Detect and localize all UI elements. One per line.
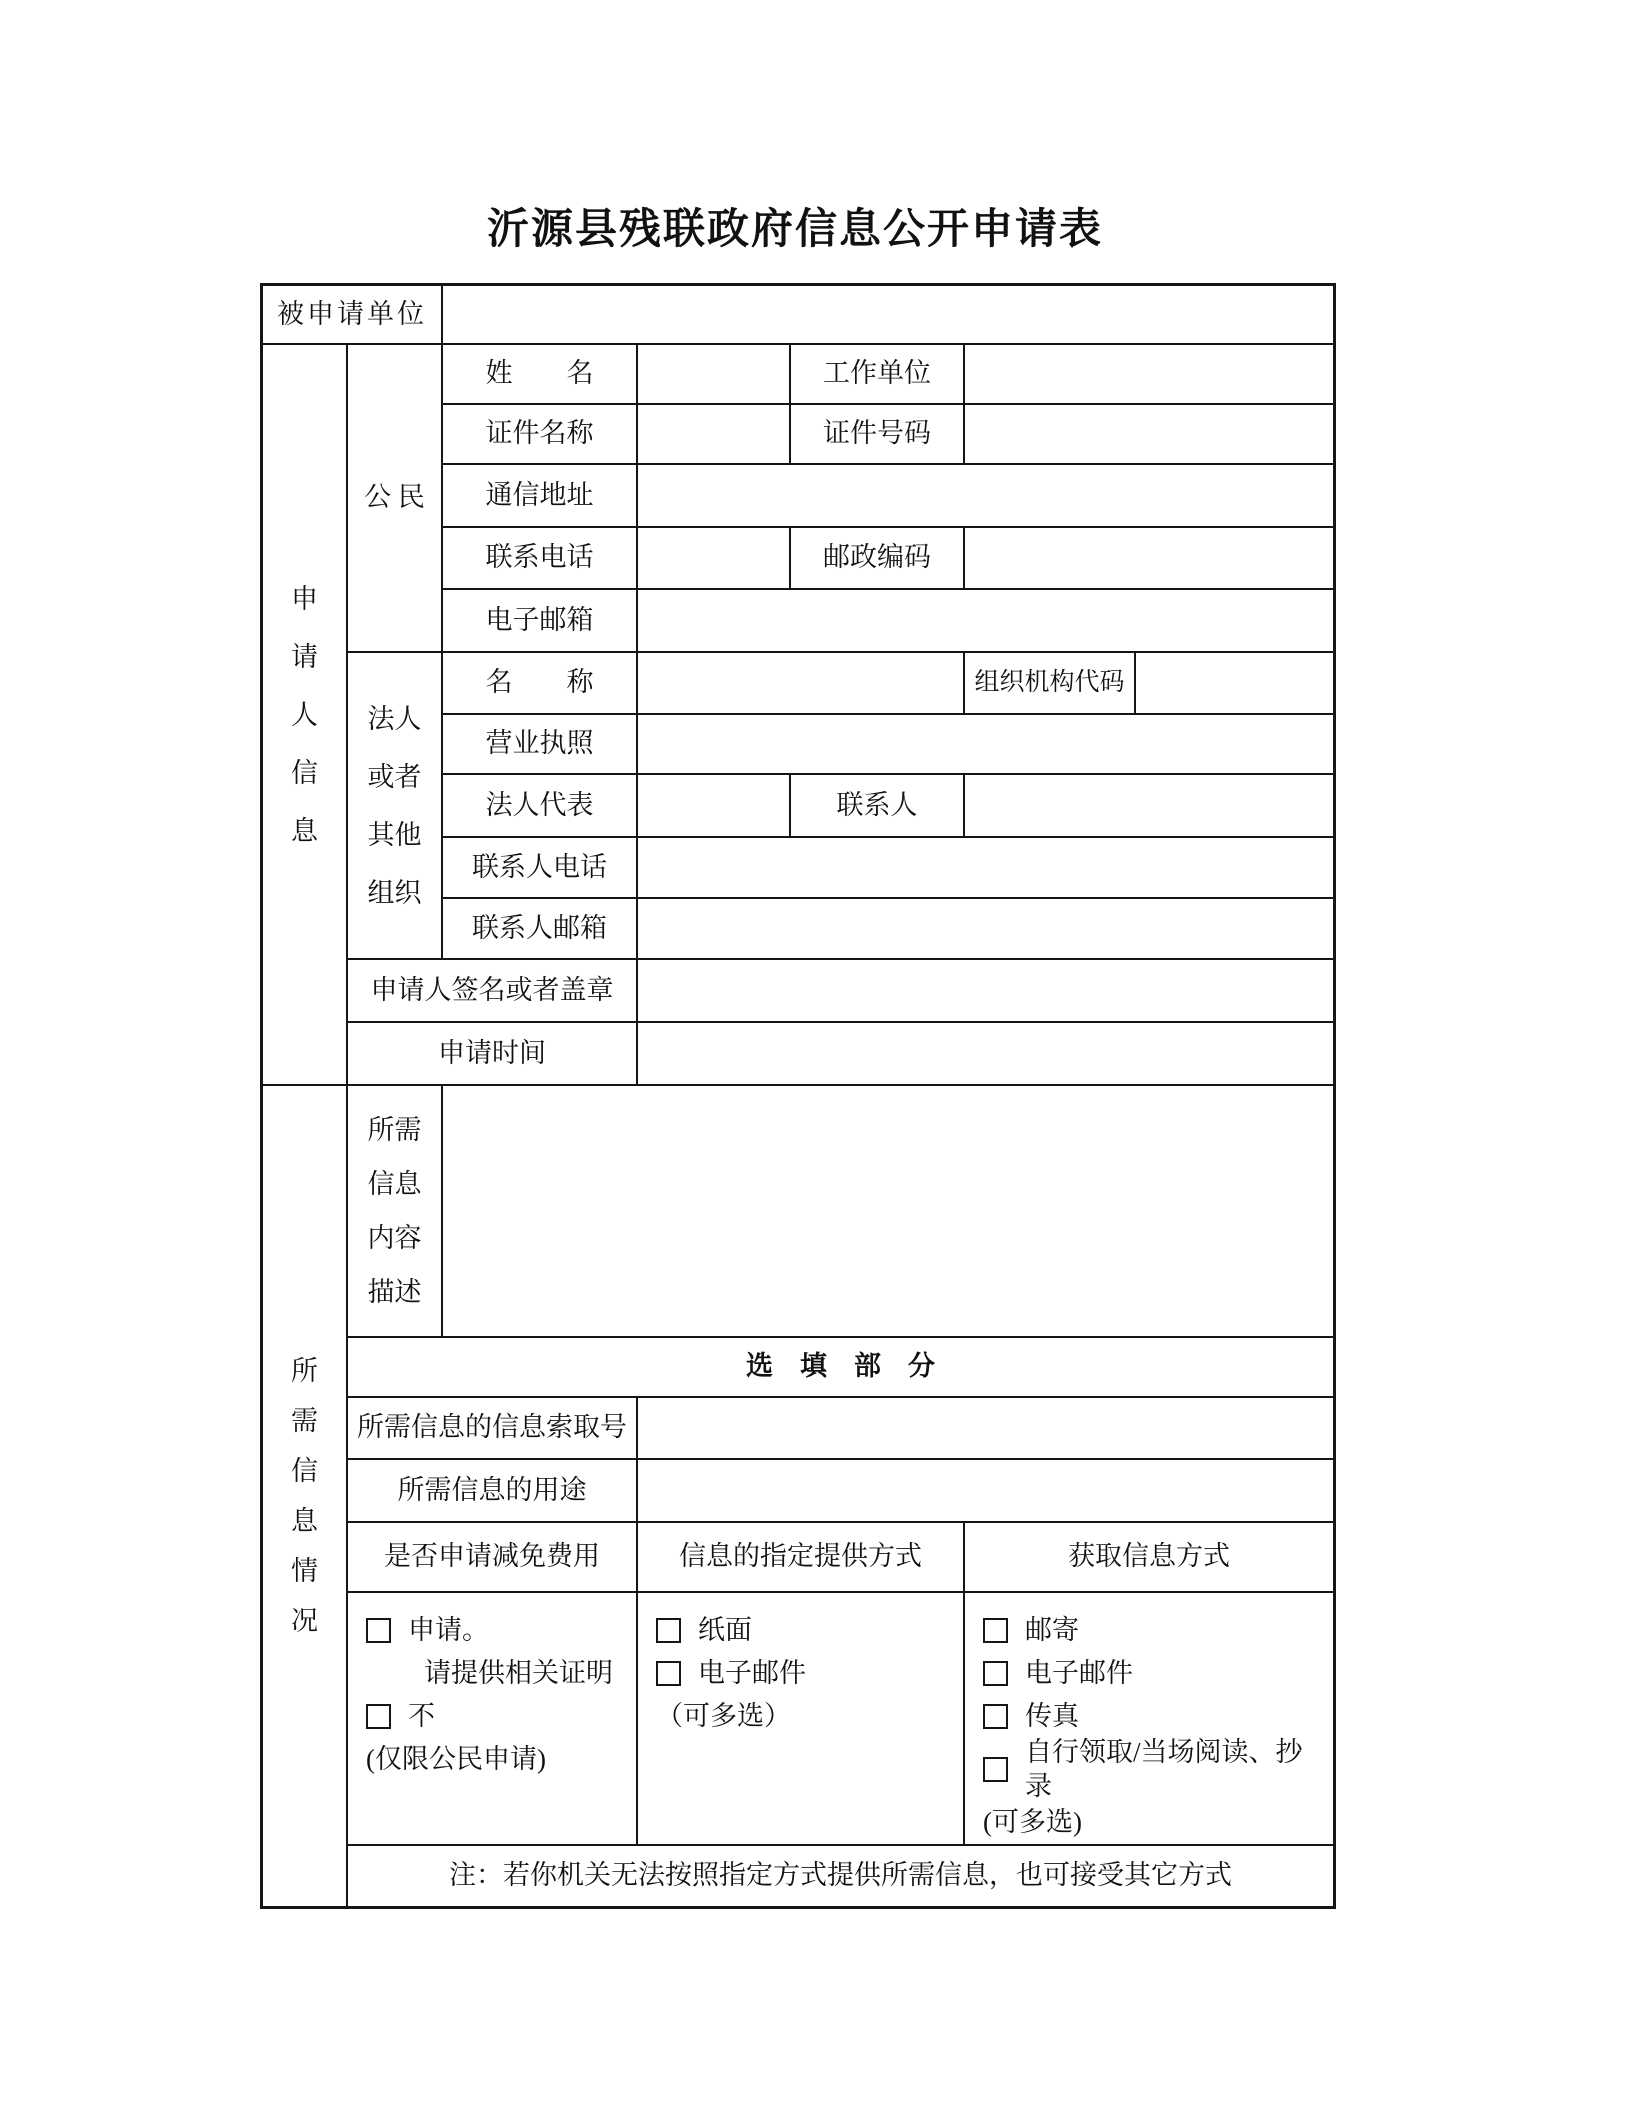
org-code-label: 组织机构代码 (965, 653, 1136, 715)
phone-label: 联系电话 (443, 528, 638, 590)
contact-label: 联系人 (791, 775, 965, 838)
work-unit-value-field[interactable] (965, 345, 1333, 405)
index-number-value-field[interactable] (638, 1398, 1333, 1460)
note-row: 注：若你机关无法按照指定方式提供所需信息，也可接受其它方式 (449, 1860, 1232, 1891)
contact-value-field[interactable] (965, 775, 1333, 838)
obtain-header: 获取信息方式 (965, 1523, 1333, 1593)
org-name-label: 名 称 (443, 653, 638, 715)
contact-phone-value-field[interactable] (638, 838, 1333, 899)
obtain-pickup-checkbox[interactable] (983, 1757, 1008, 1782)
obtain-option-fax (983, 1695, 1079, 1738)
description-label: 所需信息内容描述 (348, 1086, 443, 1338)
obtain-email-label: 电子邮件 (1025, 1657, 1133, 1688)
postcode-value-field[interactable] (965, 528, 1333, 590)
index-number-label: 所需信息的信息索取号 (348, 1398, 638, 1460)
fee-apply-checkbox[interactable] (366, 1618, 391, 1643)
address-value-field[interactable] (638, 465, 1333, 528)
fee-option-apply (366, 1609, 489, 1652)
obtain-option-pickup (983, 1738, 1325, 1801)
obtain-mail-label: 邮寄 (1025, 1614, 1079, 1645)
provide-paper-checkbox[interactable] (656, 1618, 681, 1643)
provide-options-cell (638, 1593, 965, 1846)
provide-option-paper (656, 1609, 752, 1652)
page-title: 沂源县残联政府信息公开申请表 (486, 207, 1103, 253)
obtain-pickup-label: 自行领取/当场阅读、抄录 (1025, 1736, 1303, 1801)
id-number-label: 证件号码 (791, 405, 965, 465)
id-name-label: 证件名称 (443, 405, 638, 465)
obtain-email-checkbox[interactable] (983, 1661, 1008, 1686)
id-number-value-field[interactable] (965, 405, 1333, 465)
contact-phone-label: 联系人电话 (443, 838, 638, 899)
apply-time-value-field[interactable] (638, 1023, 1333, 1086)
org-name-value-field[interactable] (638, 653, 965, 715)
fee-header: 是否申请减免费用 (348, 1523, 638, 1593)
work-unit-label: 工作单位 (791, 345, 965, 405)
obtain-options-cell (965, 1593, 1333, 1846)
provide-email-label: 电子邮件 (698, 1657, 806, 1688)
fee-option-proof-note (366, 1652, 613, 1695)
requested-unit-label: 被申请单位 (263, 286, 443, 345)
postcode-label: 邮政编码 (791, 528, 965, 590)
fee-citizen-only-label: (仅限公民申请) (366, 1743, 546, 1774)
contact-email-label: 联系人邮箱 (443, 899, 638, 960)
obtain-option-email (983, 1652, 1133, 1695)
provide-email-checkbox[interactable] (656, 1661, 681, 1686)
legal-rep-label: 法人代表 (443, 775, 638, 838)
obtain-option-mail (983, 1609, 1079, 1652)
license-value-field[interactable] (638, 715, 1333, 775)
provide-header: 信息的指定提供方式 (638, 1523, 965, 1593)
fee-apply-label: 申请。 (408, 1614, 489, 1645)
purpose-value-field[interactable] (638, 1460, 1333, 1523)
email-label: 电子邮箱 (443, 590, 638, 653)
optional-section-title: 选 填 部 分 (348, 1338, 1333, 1398)
purpose-label: 所需信息的用途 (348, 1460, 638, 1523)
id-name-value-field[interactable] (638, 405, 791, 465)
applicant-info-section-label: 申请人信息 (263, 345, 348, 1086)
contact-email-value-field[interactable] (638, 899, 1333, 960)
fee-no-label: 不 (408, 1700, 435, 1731)
signature-value-field[interactable] (638, 960, 1333, 1023)
provide-multi-select-label: （可多选） (656, 1700, 791, 1731)
apply-time-label: 申请时间 (348, 1023, 638, 1086)
name-value-field[interactable] (638, 345, 791, 405)
fee-citizen-only-note (366, 1738, 546, 1781)
fee-options-cell (348, 1593, 638, 1846)
obtain-fax-checkbox[interactable] (983, 1704, 1008, 1729)
legal-rep-value-field[interactable] (638, 775, 791, 838)
needed-info-section-label: 所需信息情况 (263, 1086, 348, 1906)
obtain-fax-label: 传真 (1025, 1700, 1079, 1731)
email-value-field[interactable] (638, 590, 1333, 653)
name-label: 姓 名 (443, 345, 638, 405)
description-value-field[interactable] (443, 1086, 1333, 1338)
provide-option-email (656, 1652, 806, 1695)
license-label: 营业执照 (443, 715, 638, 775)
legal-org-group-label: 法人或者其他组织 (348, 653, 443, 960)
phone-value-field[interactable] (638, 528, 791, 590)
obtain-multi-select-label: (可多选) (983, 1806, 1082, 1837)
obtain-multi-select-note (983, 1801, 1082, 1844)
citizen-group-label: 公 民 (348, 345, 443, 653)
address-label: 通信地址 (443, 465, 638, 528)
org-code-value-field[interactable] (1136, 653, 1333, 715)
requested-unit-value-field[interactable] (443, 286, 1333, 345)
provide-multi-select-note (656, 1695, 791, 1738)
signature-label: 申请人签名或者盖章 (348, 960, 638, 1023)
fee-option-no (366, 1695, 435, 1738)
obtain-mail-checkbox[interactable] (983, 1618, 1008, 1643)
application-form-table (260, 283, 1336, 1909)
fee-no-checkbox[interactable] (366, 1704, 391, 1729)
provide-paper-label: 纸面 (698, 1614, 752, 1645)
fee-proof-note-label: 请提供相关证明 (424, 1657, 613, 1688)
